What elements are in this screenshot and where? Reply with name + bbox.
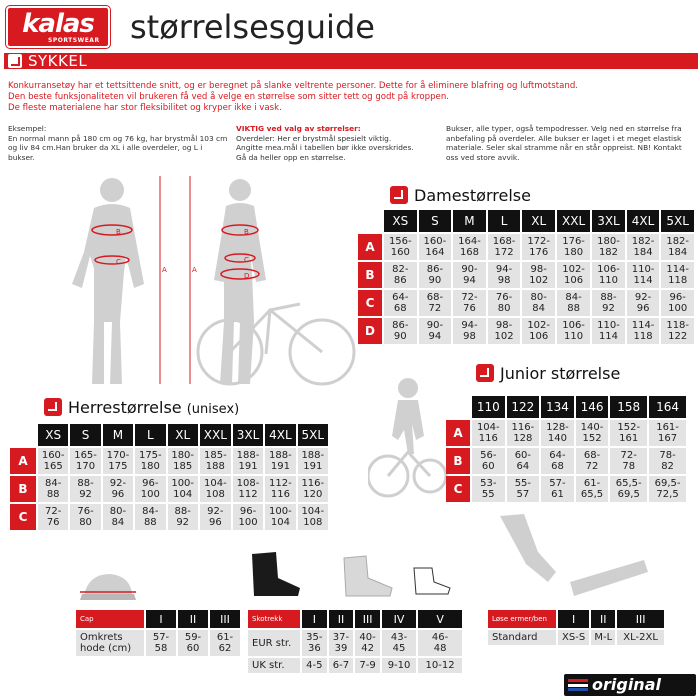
size-header: II <box>591 610 615 628</box>
section-bar <box>4 53 698 69</box>
table-cell: 100- 104 <box>168 476 198 502</box>
table-row <box>248 658 462 673</box>
table-cell: 180- 185 <box>168 448 198 474</box>
sleeves-size-table <box>486 608 666 647</box>
table-cell: 90- 94 <box>453 262 486 288</box>
arrow-icon <box>8 54 22 68</box>
table-cell: 110- 114 <box>592 318 625 344</box>
row-label: A <box>358 234 382 260</box>
size-header: 164 <box>649 396 686 418</box>
table-cell: 176- 180 <box>557 234 590 260</box>
cap-illustration <box>78 568 138 608</box>
table-cell: 86- 90 <box>384 318 417 344</box>
table-cell: 88- 92 <box>168 504 198 530</box>
table-cell: 116- 120 <box>298 476 328 502</box>
table-cell: 35- 36 <box>302 630 327 656</box>
table-cell: 46- 48 <box>418 630 462 656</box>
table-row <box>10 476 328 502</box>
size-header: 3XL <box>233 424 263 446</box>
row-label: C <box>10 504 36 530</box>
intro-text <box>8 81 578 114</box>
table-cell: 140- 152 <box>576 420 609 446</box>
table-cell: 172- 176 <box>522 234 555 260</box>
size-header: II <box>178 610 208 628</box>
figure-label-a: A <box>162 266 167 274</box>
table-cell: 114- 118 <box>627 318 660 344</box>
page-title: størrelsesguide <box>130 8 375 46</box>
row-label: A <box>446 420 470 446</box>
size-header: II <box>329 610 354 628</box>
shoe-size-table <box>246 608 464 675</box>
table-cell: XL-2XL <box>617 630 664 645</box>
header-blank <box>358 210 382 232</box>
intro-line: Den beste funksjonaliteten vil brukeren få ved å velge en størrelse som sitter tett og godt på kroppen. <box>8 92 450 102</box>
table-row <box>76 630 240 656</box>
size-header: 134 <box>541 396 574 418</box>
table-cell: 80- 84 <box>522 290 555 316</box>
row-label: A <box>10 448 36 474</box>
table-cell: 180- 182 <box>592 234 625 260</box>
table-cell: 65,5- 69,5 <box>610 476 647 502</box>
table-cell: 88- 92 <box>592 290 625 316</box>
sleeves-header-row <box>488 610 664 628</box>
size-header: III <box>355 610 380 628</box>
cap-header-row <box>76 610 240 628</box>
figure-label-a: A <box>192 266 197 274</box>
table-cell: 90- 94 <box>419 318 452 344</box>
table-cell: 86- 90 <box>419 262 452 288</box>
header-blank <box>446 396 470 418</box>
shoe-title: Skotrekk <box>248 610 300 628</box>
table-cell: 78- 82 <box>649 448 686 474</box>
intro-line: Konkurransetøy har et tettsittende snitt, og er beregnet på slanke veltrente personer. Dette for å eliminere blafring og luftmotstand. <box>8 81 579 91</box>
arm-leg-warmers-illustration <box>494 512 694 602</box>
table-cell: 98- 102 <box>488 318 521 344</box>
size-header: XS <box>38 424 68 446</box>
arrow-icon <box>476 364 494 382</box>
table-cell: 9-10 <box>382 658 416 673</box>
row-label: B <box>446 448 470 474</box>
table-row <box>446 476 686 502</box>
size-header: 146 <box>576 396 609 418</box>
size-header: 4XL <box>265 424 295 446</box>
row-label: B <box>10 476 36 502</box>
table-cell: 40- 42 <box>355 630 380 656</box>
original-brand-logo <box>564 674 696 696</box>
important-note <box>236 124 436 162</box>
table-cell: 164- 168 <box>453 234 486 260</box>
table-cell: 161- 167 <box>649 420 686 446</box>
table-cell: 182- 184 <box>661 234 694 260</box>
table-cell: 98- 102 <box>522 262 555 288</box>
figure-label-c: C <box>244 256 249 264</box>
table-cell: 168- 172 <box>488 234 521 260</box>
table-cell: 96- 100 <box>233 504 263 530</box>
table-cell: 160- 165 <box>38 448 68 474</box>
table-cell: 59- 60 <box>178 630 208 656</box>
table-cell: 156- 160 <box>384 234 417 260</box>
size-header: XXL <box>557 210 590 232</box>
dame-header-row <box>358 210 694 232</box>
table-cell: 108- 112 <box>233 476 263 502</box>
table-cell: 92- 96 <box>103 476 133 502</box>
sleeves-title: Løse ermer/ben <box>488 610 556 628</box>
dame-size-table <box>356 208 696 346</box>
table-row <box>358 262 694 288</box>
table-cell: 152- 161 <box>610 420 647 446</box>
table-cell: 110- 114 <box>627 262 660 288</box>
table-cell: 72- 76 <box>453 290 486 316</box>
table-cell: 104- 108 <box>298 504 328 530</box>
junior-heading-text: Junior størrelse <box>500 364 621 383</box>
table-cell: 160- 164 <box>419 234 452 260</box>
intro-line: De fleste materialene har stor fleksibilitet og kryper ikke i vask. <box>8 103 282 113</box>
table-cell: 64- 68 <box>384 290 417 316</box>
table-cell: 43- 45 <box>382 630 416 656</box>
herre-header-row <box>10 424 328 446</box>
table-cell: 118- 122 <box>661 318 694 344</box>
cap-size-table <box>74 608 242 658</box>
size-header: XL <box>168 424 198 446</box>
header-blank <box>10 424 36 446</box>
table-cell: 82- 86 <box>384 262 417 288</box>
size-header: M <box>103 424 133 446</box>
junior-size-table <box>444 394 688 504</box>
size-header: S <box>70 424 100 446</box>
example-text: En normal mann på 180 cm og 76 kg, har brystmål 103 cm og liv 84 cm.Han bruker da XL i alle overdeler, og L i bukser. <box>8 133 228 162</box>
table-cell: 60- 64 <box>507 448 540 474</box>
size-header: L <box>135 424 165 446</box>
size-header: 122 <box>507 396 540 418</box>
table-cell: 37- 39 <box>329 630 354 656</box>
table-cell: 170- 175 <box>103 448 133 474</box>
table-cell: 61- 65,5 <box>576 476 609 502</box>
row-label: C <box>446 476 470 502</box>
table-cell: 104- 108 <box>200 476 231 502</box>
size-header: 158 <box>610 396 647 418</box>
table-cell: 96- 100 <box>661 290 694 316</box>
table-cell: 94- 98 <box>453 318 486 344</box>
table-cell: 53- 55 <box>472 476 505 502</box>
figure-label-b: B <box>244 228 249 236</box>
important-line: Gå da heller opp en størrelse. <box>236 152 346 162</box>
table-cell: XS-S <box>558 630 589 645</box>
figure-label-c: C <box>116 258 121 266</box>
herre-heading <box>44 398 239 417</box>
table-cell: 102- 106 <box>557 262 590 288</box>
table-cell: 69,5- 72,5 <box>649 476 686 502</box>
cap-title: Cap <box>76 610 144 628</box>
size-header: S <box>419 210 452 232</box>
table-cell: 57- 58 <box>146 630 176 656</box>
table-cell: 188- 191 <box>233 448 263 474</box>
table-cell: 128- 140 <box>541 420 574 446</box>
size-header: III <box>617 610 664 628</box>
table-row <box>358 290 694 316</box>
table-cell: 188- 191 <box>298 448 328 474</box>
size-header: 5XL <box>298 424 328 446</box>
row-label: C <box>358 290 382 316</box>
row-label: EUR str. <box>248 630 300 656</box>
table-cell: 84- 88 <box>557 290 590 316</box>
table-cell: 106- 110 <box>557 318 590 344</box>
table-cell: 106- 110 <box>592 262 625 288</box>
row-label: B <box>358 262 382 288</box>
table-cell: 84- 88 <box>135 504 165 530</box>
table-cell: 72- 76 <box>38 504 68 530</box>
herre-heading-text: Herrestørrelse <box>68 398 182 417</box>
table-cell: 185- 188 <box>200 448 231 474</box>
table-cell: 76- 80 <box>70 504 100 530</box>
table-cell: 56- 60 <box>472 448 505 474</box>
section-title: SYKKEL <box>28 52 88 70</box>
herre-heading-sub: (unisex) <box>186 402 240 417</box>
logo-subtext: SPORTSWEAR <box>48 37 100 44</box>
pants-note: Bukser, alle typer, også tempodresser. Velg ned en størrelse fra anbefaling på overdeler. Alle bukser er laget i et meget elastisk materiale. Seler skal stramme når en står oppreist. NB! Kontakt oss ved store avvik. <box>446 124 682 162</box>
table-cell: 76- 80 <box>488 290 521 316</box>
size-header: M <box>453 210 486 232</box>
size-header: III <box>210 610 240 628</box>
table-cell: 100- 104 <box>265 504 295 530</box>
cyclist-figures-illustration <box>60 172 360 392</box>
table-cell: 4-5 <box>302 658 327 673</box>
size-header: 5XL <box>661 210 694 232</box>
table-row <box>358 234 694 260</box>
size-header: 4XL <box>627 210 660 232</box>
size-header: 110 <box>472 396 505 418</box>
important-heading: VIKTIG ved valg av størrelser: <box>236 124 361 133</box>
table-row <box>10 448 328 474</box>
size-header: 3XL <box>592 210 625 232</box>
table-cell: 104- 116 <box>472 420 505 446</box>
figure-label-b: B <box>116 228 121 236</box>
dame-heading <box>390 186 531 205</box>
table-row <box>446 448 686 474</box>
table-row <box>248 630 462 656</box>
table-cell: 7-9 <box>355 658 380 673</box>
junior-cyclist-illustration <box>368 374 448 504</box>
table-cell: 92- 96 <box>200 504 231 530</box>
table-cell: 6-7 <box>329 658 354 673</box>
important-line: Overdeler: Her er brystmål spesielt viktig. <box>236 133 392 143</box>
kalas-logo <box>6 6 110 48</box>
table-cell: 116- 128 <box>507 420 540 446</box>
table-cell: 94- 98 <box>488 262 521 288</box>
table-cell: 92- 96 <box>627 290 660 316</box>
size-header: I <box>146 610 176 628</box>
row-label: UK str. <box>248 658 300 673</box>
table-cell: 175- 180 <box>135 448 165 474</box>
table-cell: 188- 191 <box>265 448 295 474</box>
example-note <box>8 124 228 162</box>
table-cell: 114- 118 <box>661 262 694 288</box>
size-header: IV <box>382 610 416 628</box>
table-cell: 80- 84 <box>103 504 133 530</box>
table-cell: 68- 72 <box>419 290 452 316</box>
table-row <box>358 318 694 344</box>
size-header: V <box>418 610 462 628</box>
shoe-covers-illustration <box>246 548 456 600</box>
stripes-icon <box>568 678 588 692</box>
row-label: Omkrets hode (cm) <box>76 630 144 656</box>
arrow-icon <box>390 186 408 204</box>
junior-header-row <box>446 396 686 418</box>
herre-size-table <box>8 422 330 532</box>
size-header: I <box>302 610 327 628</box>
table-cell: 96- 100 <box>135 476 165 502</box>
size-header: XL <box>522 210 555 232</box>
size-header: XS <box>384 210 417 232</box>
table-cell: 68- 72 <box>576 448 609 474</box>
table-cell: 72- 78 <box>610 448 647 474</box>
table-cell: M-L <box>591 630 615 645</box>
table-cell: 10-12 <box>418 658 462 673</box>
arrow-icon <box>44 398 62 416</box>
table-row <box>10 504 328 530</box>
size-header: XXL <box>200 424 231 446</box>
figure-label-d: D <box>244 272 250 280</box>
example-heading: Eksempel: <box>8 124 47 133</box>
table-cell: 64- 68 <box>541 448 574 474</box>
table-cell: 112- 116 <box>265 476 295 502</box>
row-label: D <box>358 318 382 344</box>
table-cell: 182- 184 <box>627 234 660 260</box>
size-header: I <box>558 610 589 628</box>
brand-text: original <box>592 675 661 694</box>
logo-text: kalas <box>22 9 94 39</box>
table-cell: 88- 92 <box>70 476 100 502</box>
table-row <box>488 630 664 645</box>
table-cell: 84- 88 <box>38 476 68 502</box>
shoe-header-row <box>248 610 462 628</box>
table-cell: 165- 170 <box>70 448 100 474</box>
table-row <box>446 420 686 446</box>
table-cell: 102- 106 <box>522 318 555 344</box>
table-cell: 57- 61 <box>541 476 574 502</box>
row-label: Standard <box>488 630 556 645</box>
size-header: L <box>488 210 521 232</box>
important-line: Angitte mea.mål i tabellen bør ikke overskrides. <box>236 143 414 152</box>
table-cell: 55- 57 <box>507 476 540 502</box>
junior-heading <box>476 364 620 383</box>
table-cell: 61- 62 <box>210 630 240 656</box>
dame-heading-text: Damestørrelse <box>414 186 531 205</box>
